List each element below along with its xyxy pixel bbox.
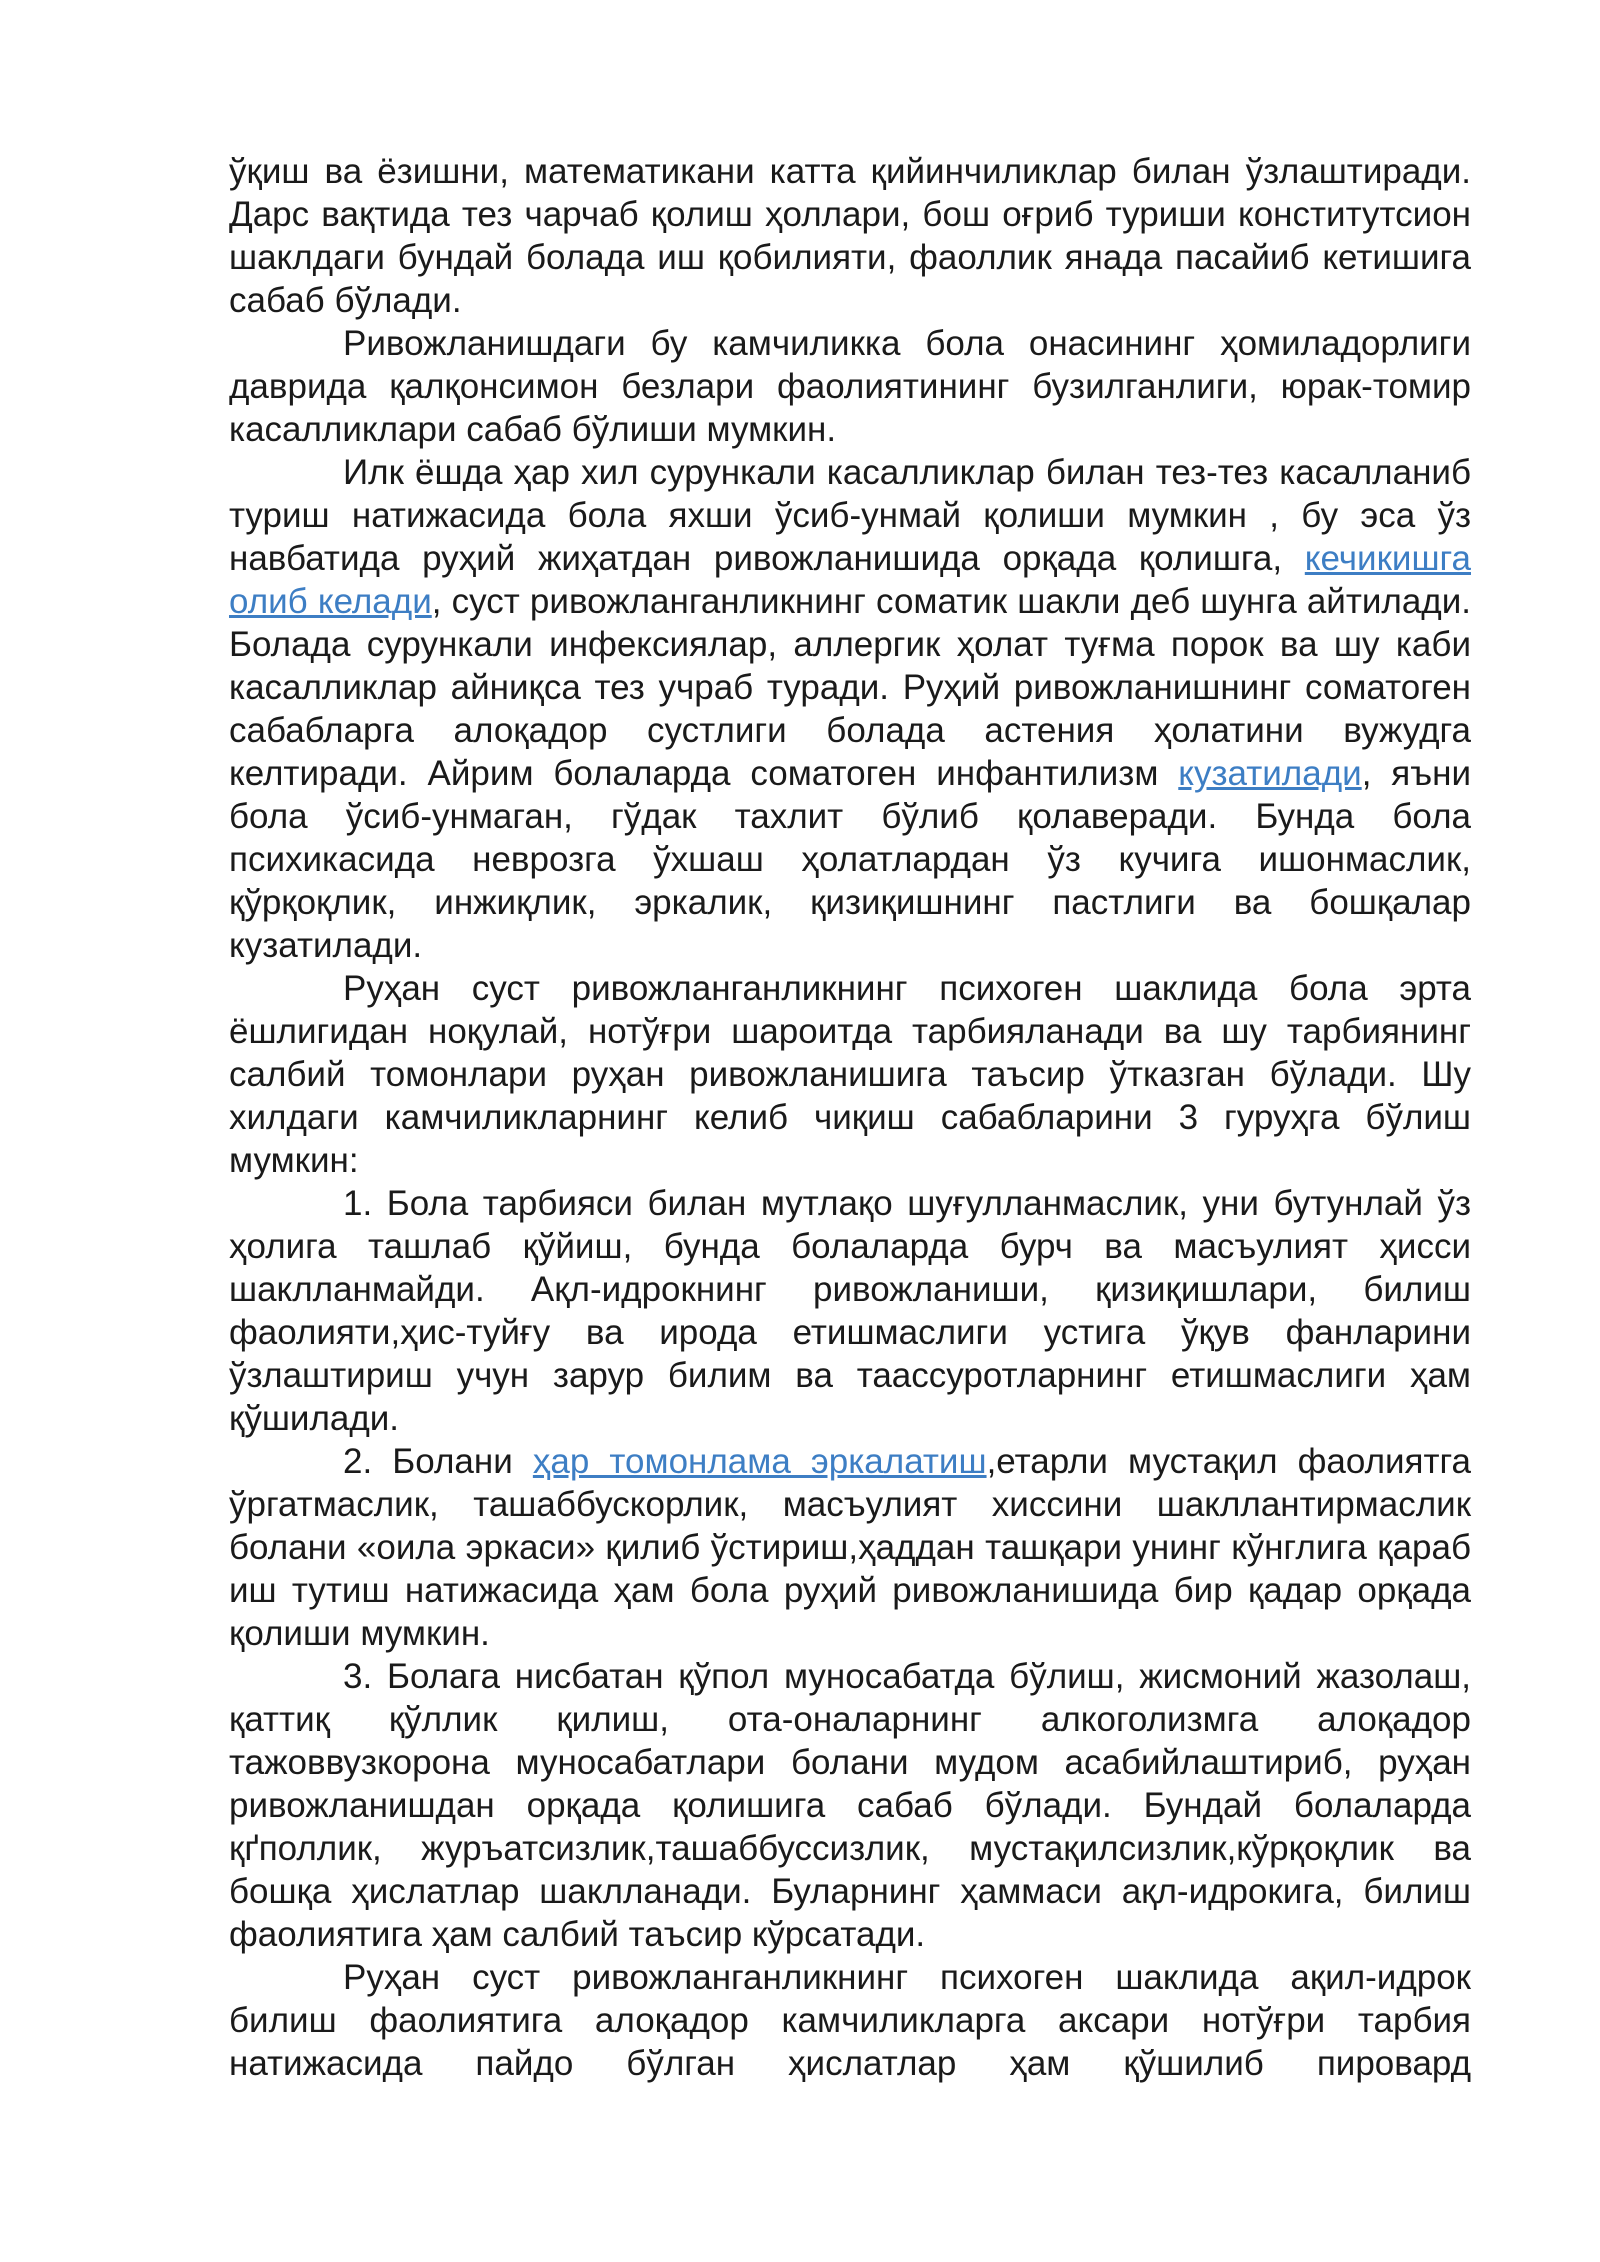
- hyperlink-kuzatiladi[interactable]: кузатилади: [1178, 754, 1362, 793]
- paragraph-4: [229, 967, 1471, 1182]
- paragraph-text: , яъни бола ўсиб-унмаган, гўдак тахлит бўлиб қолаверади. Бунда бола психикасида неврозга ўхшаш ҳолатлардан ўз кучига ишонмаслик, қўрқоқлик, инжиқлик, эркалик, қизиқишнинг пастлиги ва бошқалар кузатилади.: [229, 754, 1472, 965]
- paragraph-text: ўқиш ва ёзишни, математикани катта қийинчиликлар билан ўзлаштиради. Дарс вақтида тез чарчаб қолиш ҳоллари, бош оғриб туриши конститутсион шаклдаги бундай болада иш қобилияти, фаоллик янада пасайиб кетишига сабаб бўлади.: [229, 152, 1471, 320]
- paragraph-text: Руҳан суст ривожланганликнинг психоген шаклида ақил-идрок билиш фаолиятига алоқадор камчиликларга аксари нотўғри тарбия натижасида пайдо бўлган ҳислатлар ҳам қўшилиб пировард: [229, 1958, 1471, 2083]
- paragraph-text: 1. Бола тарбияси билан мутлақо шуғулланмаслик, уни бутунлай ўз ҳолига ташлаб қўйиш, бунда болаларда бурч ва масъулият ҳисси шаклланмайди. Ақл-идрокнинг ривожланиши, қизиқишлари, билиш фаолияти,ҳис-туйғу ва ирода етишмаслиги устига ўқув фанларини ўзлаштириш учун зарур билим ва таассуротларнинг етишмаслиги ҳам қўшилади.: [229, 1184, 1471, 1438]
- paragraph-2: [229, 322, 1471, 451]
- paragraph-text: ,етарли мустақил фаолиятга ўргатмаслик, ташаббускорлик, масъулият хиссини шакллантирмаслик болани «оила эркаси» қилиб ўстириш,ҳаддан ташқари унинг кўнглига қараб иш тутиш натижасида ҳам бола руҳий ривожланишида бир қадар орқада қолиши мумкин.: [229, 1442, 1471, 1653]
- document-page: [229, 150, 1471, 2085]
- paragraph-1: [229, 150, 1471, 322]
- list-item-1: [229, 1182, 1471, 1440]
- paragraph-text: , суст ривожланганликнинг соматик шакли деб шунга айтилади. Болада сурункали инфексиялар, аллергик ҳолат туғма порок ва шу каби касалликлар айниқса тез учраб туради. Руҳий ривожланишнинг соматоген сабабларга алоқадор сустлиги болада астения ҳолатини вужудга келтиради. Айрим болаларда соматоген инфантилизм: [229, 582, 1471, 793]
- paragraph-text: Ривожланишдаги бу камчиликка бола онасининг ҳомиладорлиги даврида қалқонсимон безлари фаолиятининг бузилганлиги, юрак-томир касалликлари сабаб бўлиши мумкин.: [229, 324, 1471, 449]
- paragraph-3: [229, 451, 1471, 967]
- hyperlink-kechikishga[interactable]: кечикишга олиб келади: [229, 539, 1471, 621]
- hyperlink-erkalatish[interactable]: ҳар томонлама эркалатиш: [532, 1442, 987, 1481]
- list-item-3: [229, 1655, 1471, 1956]
- paragraph-text: 3. Болага нисбатан қўпол муносабатда бўлиш, жисмоний жазолаш, қаттиқ қўллик қилиш, ота-оналарнинг алкоголизмга алоқадор тажоввузкорона муносабатлари болани мудом асабийлаштириб, руҳан ривожланишдан орқада қолишига сабаб бўлади. Бундай болаларда қґполлик, журъатсизлик,ташаббуссизлик, мустақилсизлик,кўрқоқлик ва бошқа ҳислатлар шаклланади. Буларнинг ҳаммаси ақл-идрокига, билиш фаолиятига ҳам салбий таъсир кўрсатади.: [229, 1657, 1471, 1954]
- paragraph-text: Илк ёшда ҳар хил сурункали касалликлар билан тез-тез касалланиб туриш натижасида бола яхши ўсиб-унмай қолиши мумкин , бу эса ўз навбатида руҳий жиҳатдан ривожланишида орқада қолишга,: [229, 453, 1471, 578]
- paragraph-text: 2. Болани: [343, 1442, 533, 1481]
- list-item-2: [229, 1440, 1471, 1655]
- paragraph-text: Руҳан суст ривожланганликнинг психоген шаклида бола эрта ёшлигидан ноқулай, нотўғри шароитда тарбияланади ва шу тарбиянинг салбий томонлари руҳан ривожланишига таъсир ўтказган бўлади. Шу хилдаги камчиликларнинг келиб чиқиш сабабларини 3 гуруҳга бўлиш мумкин:: [229, 969, 1471, 1180]
- paragraph-final: [229, 1956, 1471, 2085]
